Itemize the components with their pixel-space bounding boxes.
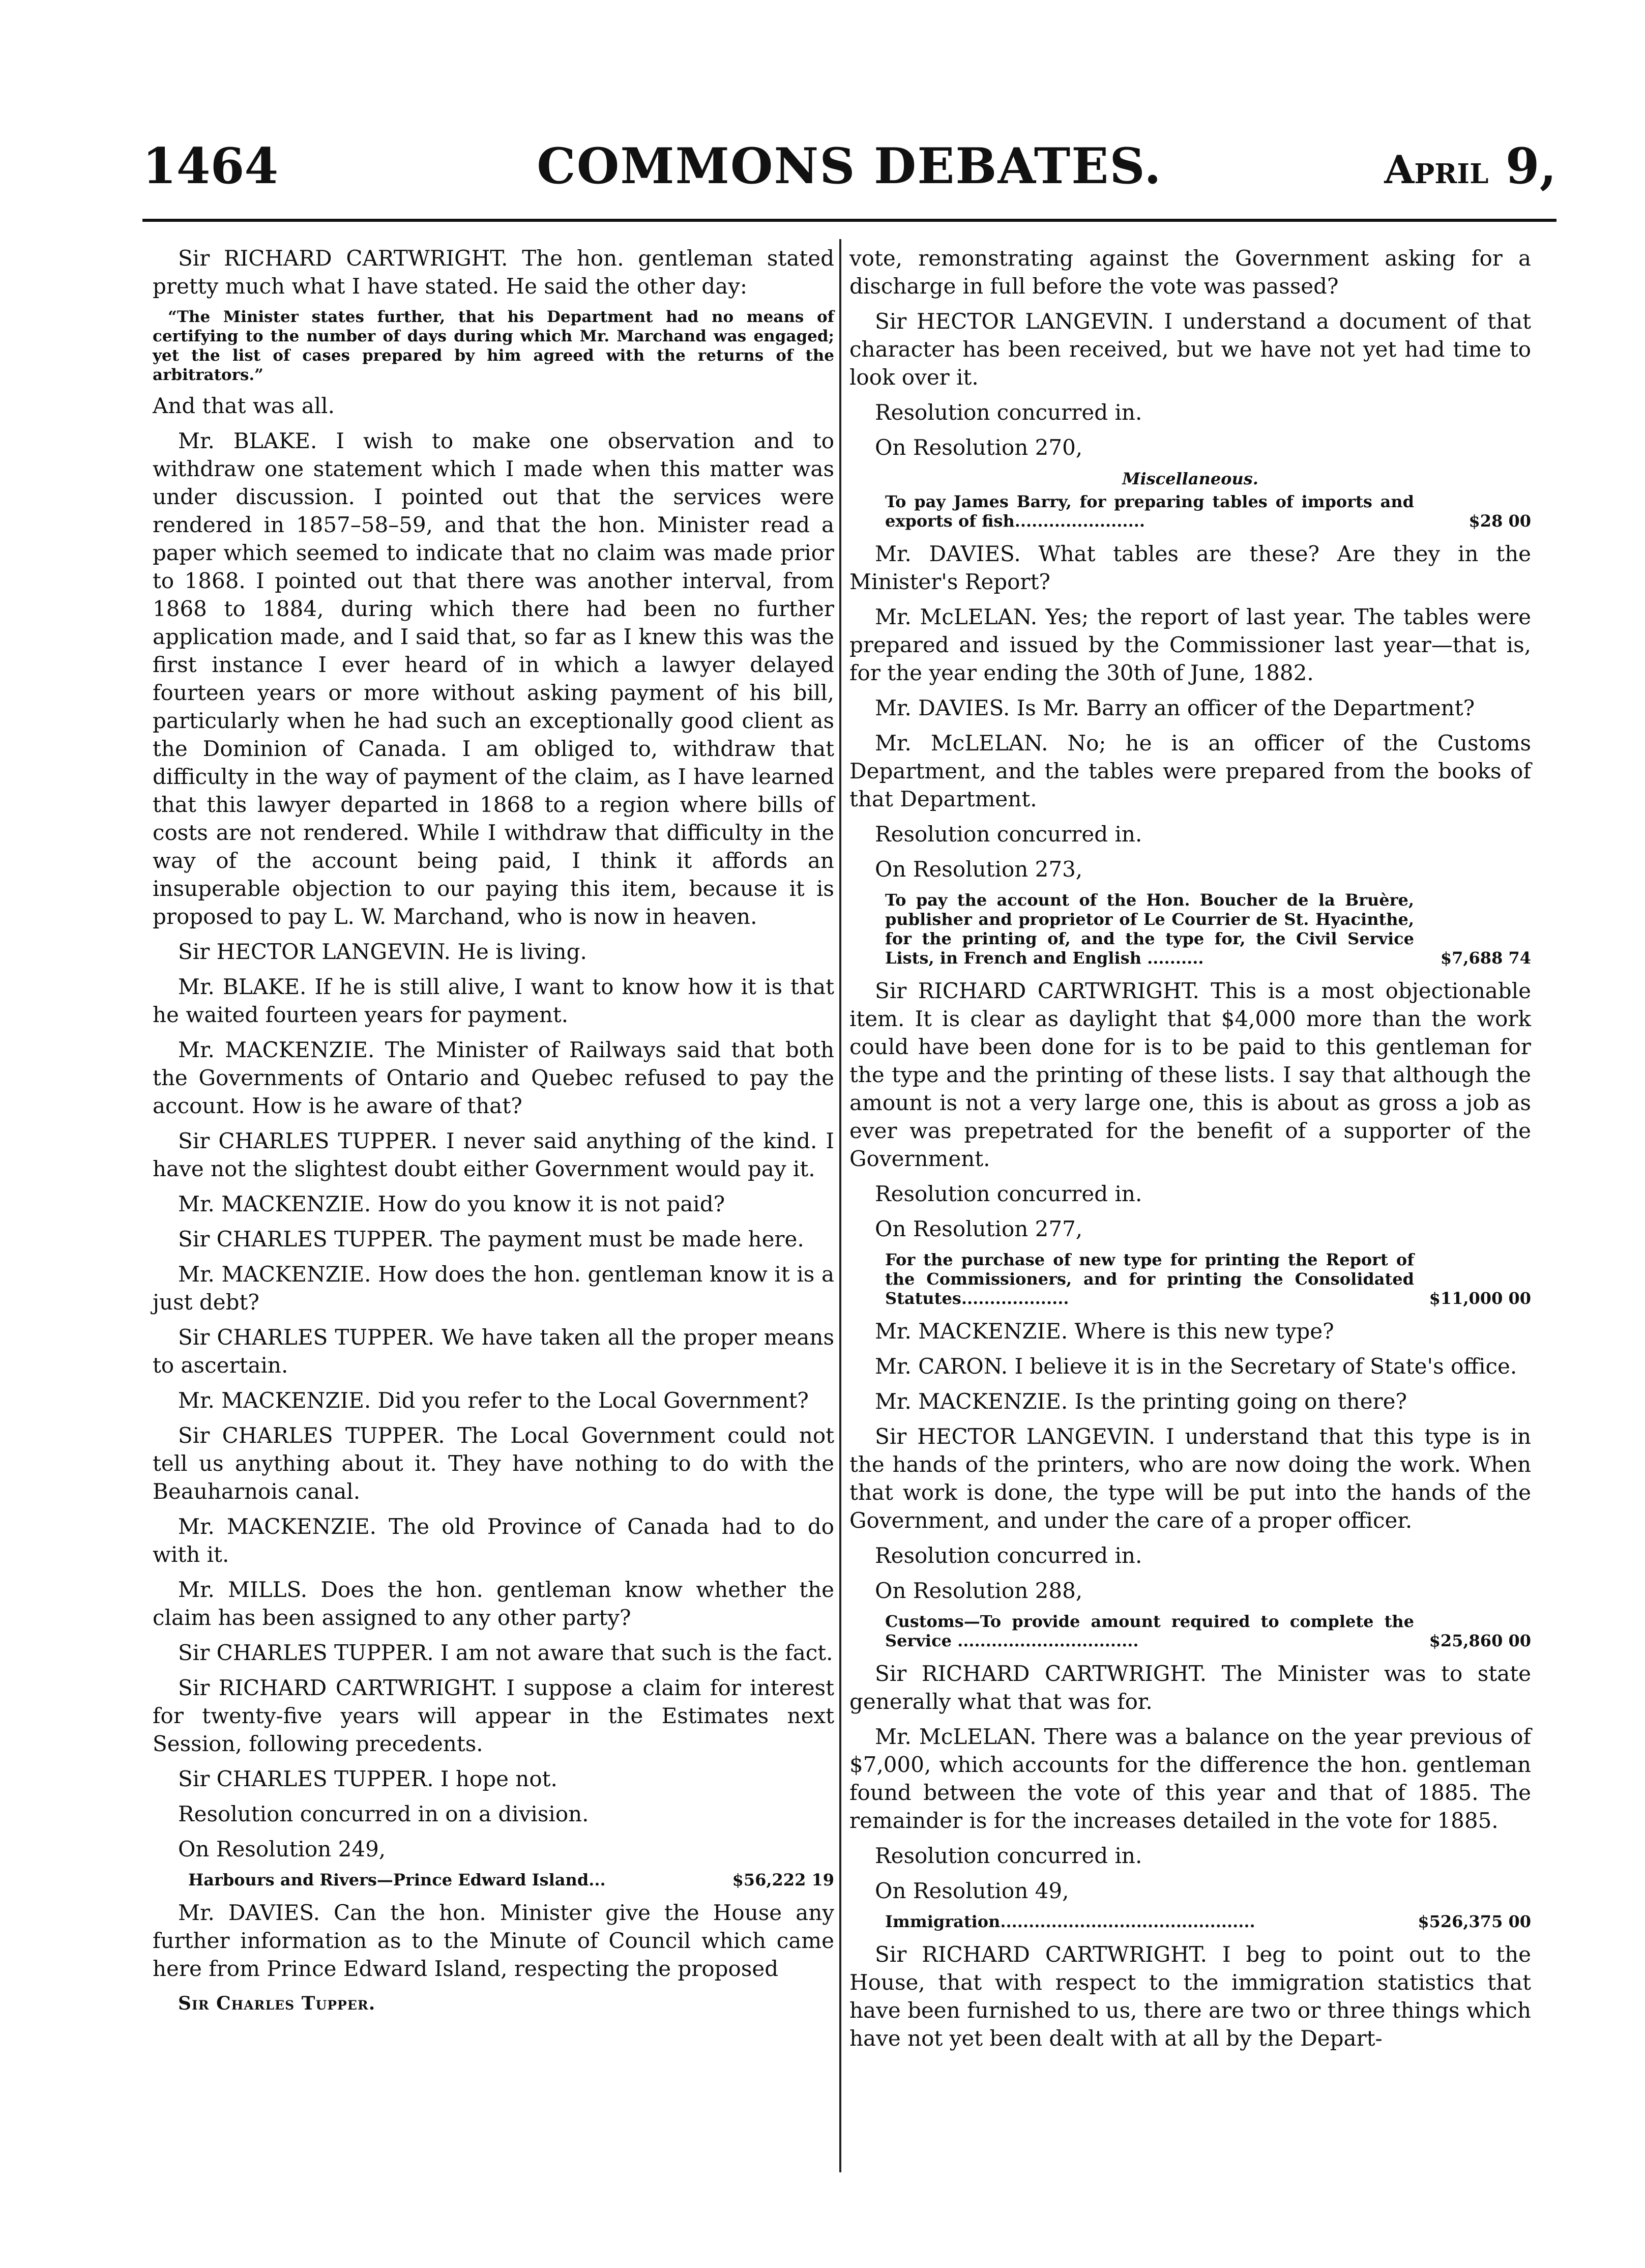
item-description: To pay James Barry, for preparing tables of imports and exports of fish.......................: [885, 492, 1414, 531]
date-day: 9,: [1505, 137, 1556, 195]
paragraph: Sir CHARLES TUPPER. I never said anything of the kind. I have not the slightest doubt either Government would pay it.: [153, 1128, 834, 1181]
estimate-item-273: [849, 890, 1531, 968]
item-amount: $11,000 00: [1429, 1289, 1531, 1308]
paragraph: On Resolution 277,: [875, 1216, 1083, 1241]
running-signature: Sir Charles Tupper.: [178, 1993, 376, 2014]
paragraph: Sir RICHARD CARTWRIGHT. I suppose a claim for interest for twenty-five years will appear in the Estimates next Session, following precedents.: [153, 1675, 834, 1756]
paragraph: Sir CHARLES TUPPER. The payment must be made here.: [178, 1227, 804, 1252]
paragraph: Resolution concurred in.: [875, 1543, 1142, 1568]
paragraph: Resolution concurred in.: [875, 400, 1142, 425]
header-rule: [142, 219, 1556, 222]
paragraph: Mr. MACKENZIE. How do you know it is not paid?: [178, 1191, 725, 1216]
paragraph: Mr. DAVIES. What tables are these? Are they in the Minister's Report?: [849, 541, 1531, 594]
paragraph: Sir RICHARD CARTWRIGHT. I beg to point out to the House, that with respect to the immigration statistics that have been furnished to us, there are two or three things which have not yet been dealt with at all by the Depart-: [849, 1942, 1531, 2051]
paragraph: Mr. McLELAN. There was a balance on the year previous of $7,000, which accounts for the difference the hon. gentleman found between the vote of this year and that of 1885. The remainder is for the increases detailed in the vote for 1885.: [849, 1724, 1531, 1833]
paragraph: vote, remonstrating against the Government asking for a discharge in full before the vote was passed?: [849, 246, 1531, 299]
paragraph: Sir RICHARD CARTWRIGHT. The hon. gentleman stated pretty much what I have stated. He said the other day:: [153, 246, 834, 299]
paragraph: Mr. MACKENZIE. The old Province of Canada had to do with it.: [153, 1514, 834, 1567]
item-amount: $7,688 74: [1440, 948, 1531, 968]
item-description: Immigration.............................................: [885, 1912, 1255, 1931]
paragraph: Resolution concurred in.: [875, 822, 1142, 847]
paragraph: Resolution concurred in on a division.: [178, 1801, 589, 1826]
paragraph: And that was all.: [153, 393, 335, 418]
paragraph: Sir HECTOR LANGEVIN. I understand that this type is in the hands of the printers, who are now doing the work. When that work is done, the type will be put into the hands of the Government, and under the care of a proper officer.: [849, 1424, 1531, 1533]
date-month: April: [1384, 147, 1489, 192]
paragraph: Sir RICHARD CARTWRIGHT. This is a most objectionable item. It is clear as daylight that $4,000 more than the work could have been done for is to be paid to this gentleman for the type and the printing of these lists. I say that although the amount is not a very large one, this is about as gross a job as ever was prepetrated for the benefit of a supporter of the Government.: [849, 978, 1531, 1171]
quotation: “The Minister states further, that his Department had no means of certifying to the number of days during which Mr. Marchand was engaged; yet the list of cases prepared by him agreed with the returns of the arbitrators.”: [153, 308, 834, 384]
right-column: [849, 244, 1531, 2059]
paragraph: Sir CHARLES TUPPER. We have taken all the proper means to ascertain.: [153, 1325, 834, 1378]
item-description: To pay the account of the Hon. Boucher de la Bruère, publisher and proprietor of Le Courrier de St. Hyacinthe, for the printing of, and the type for, the Civil Service Lists, in French and English ..........: [885, 890, 1414, 968]
paragraph: Resolution concurred in.: [875, 1181, 1142, 1206]
paragraph: Mr. CARON. I believe it is in the Secretary of State's office.: [875, 1354, 1517, 1379]
paragraph: On Resolution 249,: [178, 1837, 386, 1862]
paragraph: Mr. McLELAN. Yes; the report of last year. The tables were prepared and issued by the Commissioner last year—that is, for the year ending the 30th of June, 1882.: [849, 604, 1531, 685]
paragraph: Mr. MACKENZIE. How does the hon. gentleman know it is a just debt?: [153, 1262, 834, 1315]
paragraph: Sir RICHARD CARTWRIGHT. The Minister was to state generally what that was for.: [849, 1661, 1531, 1714]
estimate-item-270: [849, 492, 1531, 531]
estimate-item-288: [849, 1612, 1531, 1650]
paragraph: Sir CHARLES TUPPER. The Local Government could not tell us anything about it. They have nothing to do with the Beauharnois canal.: [153, 1423, 834, 1504]
paragraph: Mr. MILLS. Does the hon. gentleman know whether the claim has been assigned to any other party?: [153, 1577, 834, 1630]
paragraph: Sir HECTOR LANGEVIN. He is living.: [178, 939, 587, 964]
column-divider: [839, 239, 841, 2172]
item-amount: $25,860 00: [1429, 1631, 1531, 1650]
page-header: [142, 137, 1556, 214]
paragraph: Mr. BLAKE. I wish to make one observation and to withdraw one statement which I made when this matter was under discussion. I pointed out that the services were rendered in 1857–58–59, and that the hon. Minister read a paper which seemed to indicate that no claim was made prior to 1868. I pointed out that there was another interval, from 1868 to 1884, during which there had been no further application made, and I said that, so far as I knew this was the first instance I ever heard of in which a lawyer delayed fourteen years or more without asking payment of his bill, particularly when he had such an exceptionally good client as the Dominion of Canada. I am obliged to, withdraw that difficulty in the way of payment of the claim, as I have learned that this lawyer departed in 1868 to a region where bills of costs are not rendered. While I withdraw that difficulty in the way of the account being paid, I think it affords an insuperable objection to our paying this item, because it is proposed to pay L. W. Marchand, who is now in heaven.: [153, 428, 834, 929]
paragraph: On Resolution 273,: [875, 857, 1083, 882]
paragraph: Mr. MACKENZIE. Is the printing going on there?: [875, 1389, 1407, 1414]
paragraph: Mr. DAVIES. Is Mr. Barry an officer of the Department?: [875, 695, 1475, 720]
paragraph: On Resolution 270,: [875, 435, 1083, 460]
paragraph: On Resolution 288,: [875, 1578, 1083, 1603]
item-description: Customs—To provide amount required to complete the Service ................................: [885, 1612, 1414, 1650]
left-column: [153, 244, 834, 2018]
paragraph: Mr. DAVIES. Can the hon. Minister give the House any further information as to the Minute of Council which came here from Prince Edward Island, respecting the proposed: [153, 1900, 834, 1981]
paragraph: On Resolution 49,: [875, 1878, 1069, 1903]
page-date: [1384, 137, 1556, 195]
estimate-item-277: [849, 1250, 1531, 1308]
section-heading: Miscellaneous.: [1122, 469, 1258, 488]
paragraph: Sir CHARLES TUPPER. I hope not.: [178, 1766, 557, 1791]
paragraph: Mr. MACKENZIE. Where is this new type?: [875, 1319, 1334, 1344]
publication-title: COMMONS DEBATES.: [537, 137, 1162, 195]
estimate-item-49: [849, 1912, 1531, 1931]
item-description: Harbours and Rivers—Prince Edward Island...: [188, 1870, 606, 1889]
paragraph: Mr. McLELAN. No; he is an officer of the Customs Department, and the tables were prepared from the books of that Department.: [849, 731, 1531, 811]
paragraph: Mr. BLAKE. If he is still alive, I want to know how it is that he waited fourteen years for payment.: [153, 974, 834, 1027]
paragraph: Sir HECTOR LANGEVIN. I understand a document of that character has been received, but we have not yet had time to look over it.: [849, 309, 1531, 390]
paragraph: Sir CHARLES TUPPER. I am not aware that such is the fact.: [178, 1640, 833, 1665]
paragraph: Mr. MACKENZIE. Did you refer to the Local Government?: [178, 1388, 809, 1413]
item-description: For the purchase of new type for printing the Report of the Commissioners, and for printing the Consolidated Statutes...................: [885, 1250, 1414, 1308]
item-amount: $56,222 19: [732, 1870, 834, 1889]
page-number: 1464: [142, 137, 279, 195]
item-amount: $28 00: [1468, 511, 1531, 531]
paragraph: Mr. MACKENZIE. The Minister of Railways said that both the Governments of Ontario and Quebec refused to pay the account. How is he aware of that?: [153, 1037, 834, 1118]
paragraph: Resolution concurred in.: [875, 1843, 1142, 1868]
item-amount: $526,375 00: [1418, 1912, 1531, 1931]
estimate-item-249: [153, 1870, 834, 1889]
